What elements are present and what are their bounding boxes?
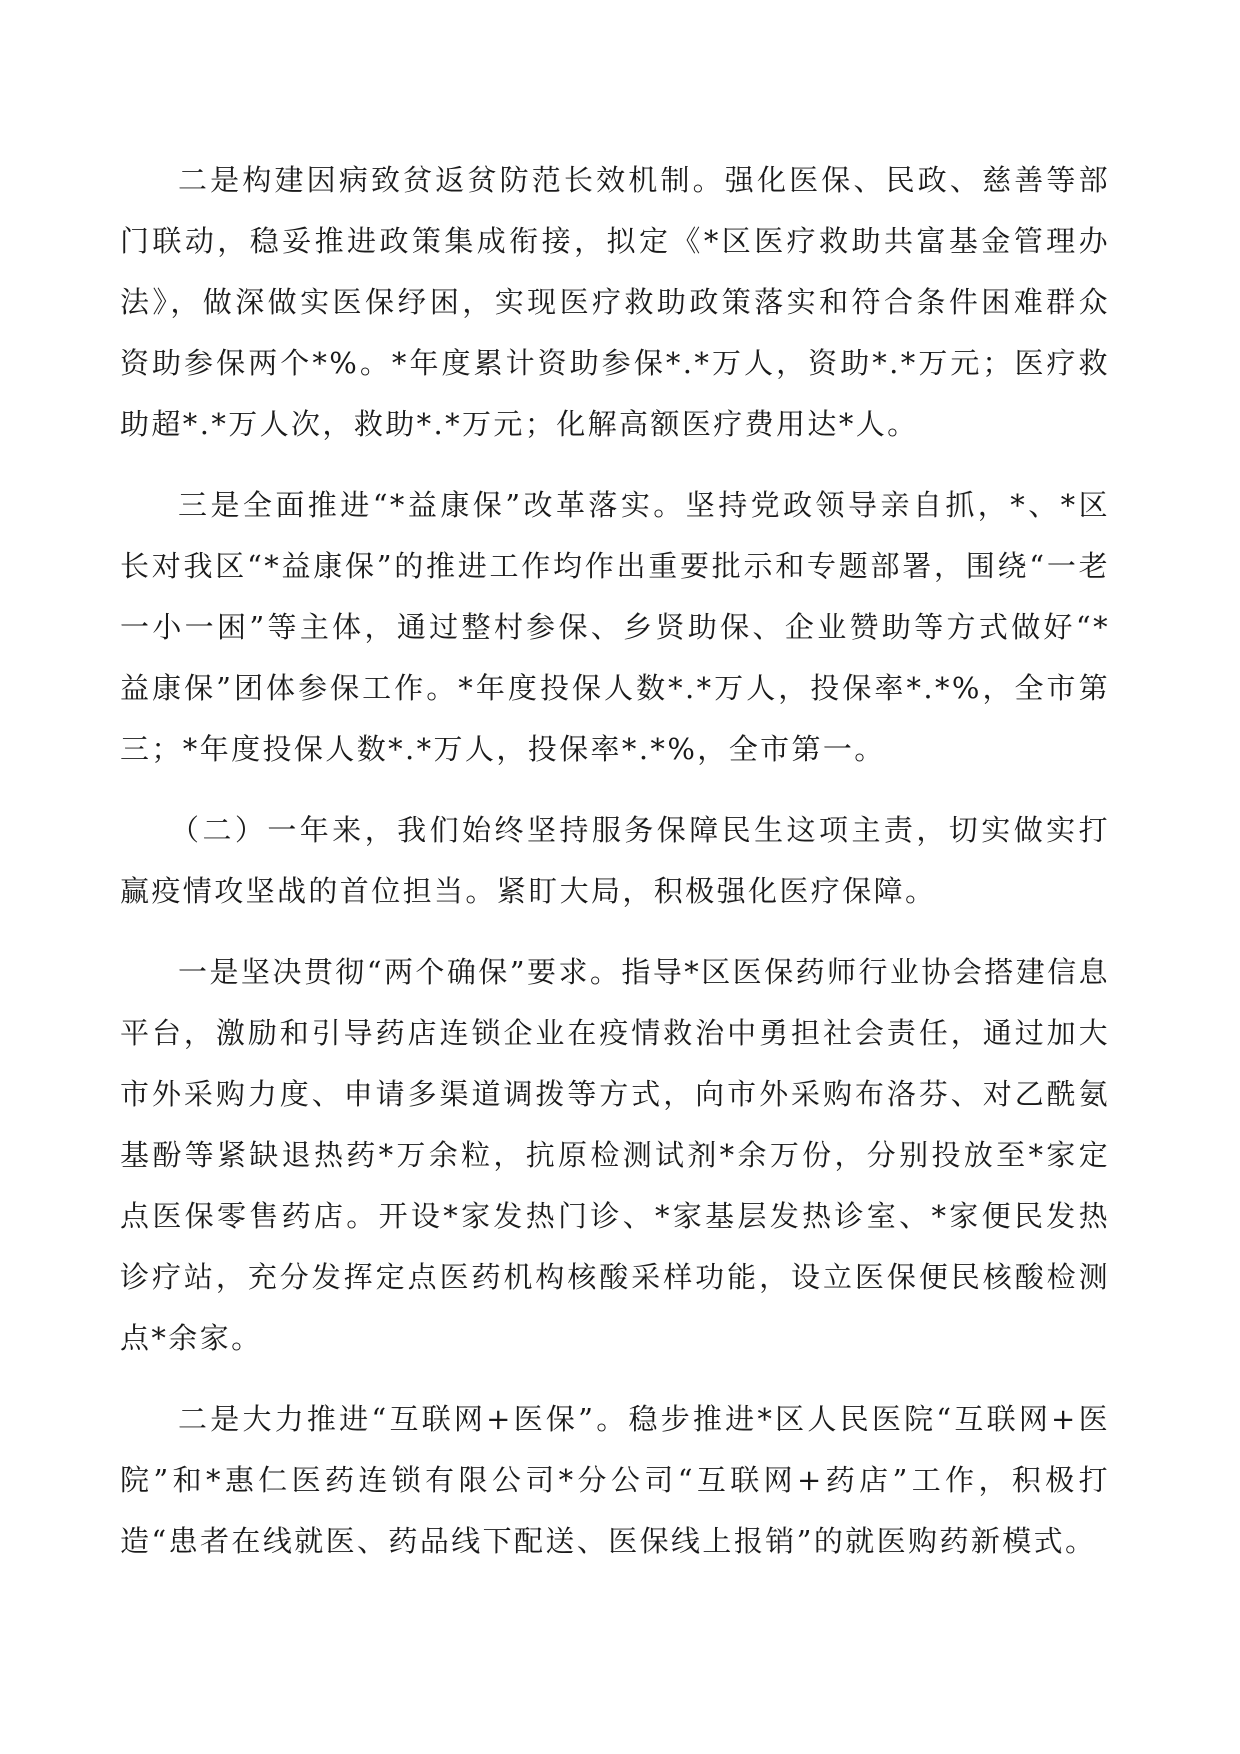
- paragraph-two-guarantees: 一是坚决贯彻“两个确保”要求。指导*区医保药师行业协会搭建信息平台，激励和引导药店连锁企业在疫情救治中勇担社会责任，通过加大市外采购力度、申请多渠道调拨等方式，向市外采购布洛芬、对乙酰氨基酚等紧缺退热药*万余粒，抗原检测试剂*余万份，分别投放至*家定点医保零售药店。开设*家发热门诊、*家基层发热诊室、*家便民发热诊疗站，充分发挥定点医药机构核酸采样功能，设立医保便民核酸检测点*余家。: [120, 955, 1110, 1355]
- paragraph-internet-medical-insurance: 二是大力推进“互联网+医保”。稳步推进*区人民医院“互联网+医院”和*惠仁医药连锁有限公司*分公司“互联网+药店”工作，积极打造“患者在线就医、药品线下配送、医保线上报销”的就医购药新模式。: [120, 1402, 1110, 1558]
- paragraph-medical-assistance-mechanism: 二是构建因病致贫返贫防范长效机制。强化医保、民政、慈善等部门联动，稳妥推进政策集成衔接，拟定《*区医疗救助共富基金管理办法》，做深做实医保纾困，实现医疗救助政策落实和符合条件困难群众资助参保两个*%。*年度累计资助参保*.*万人，资助*.*万元；医疗救助超*.*万人次，救助*.*万元；化解高额医疗费用达*人。: [120, 163, 1110, 441]
- paragraph-yikangbao-reform: 三是全面推进“*益康保”改革落实。坚持党政领导亲自抓，*、*区长对我区“*益康保”的推进工作均作出重要批示和专题部署，围绕“一老一小一困”等主体，通过整村参保、乡贤助保、企业赞助等方式做好“*益康保”团体参保工作。*年度投保人数*.*万人，投保率*.*%，全市第三；*年度投保人数*.*万人，投保率*.*%，全市第一。: [120, 488, 1110, 766]
- document-body: [120, 150, 1110, 1592]
- paragraph-section-two-heading: （二）一年来，我们始终坚持服务保障民生这项主责，切实做实打赢疫情攻坚战的首位担当。紧盯大局，积极强化医疗保障。: [120, 813, 1110, 908]
